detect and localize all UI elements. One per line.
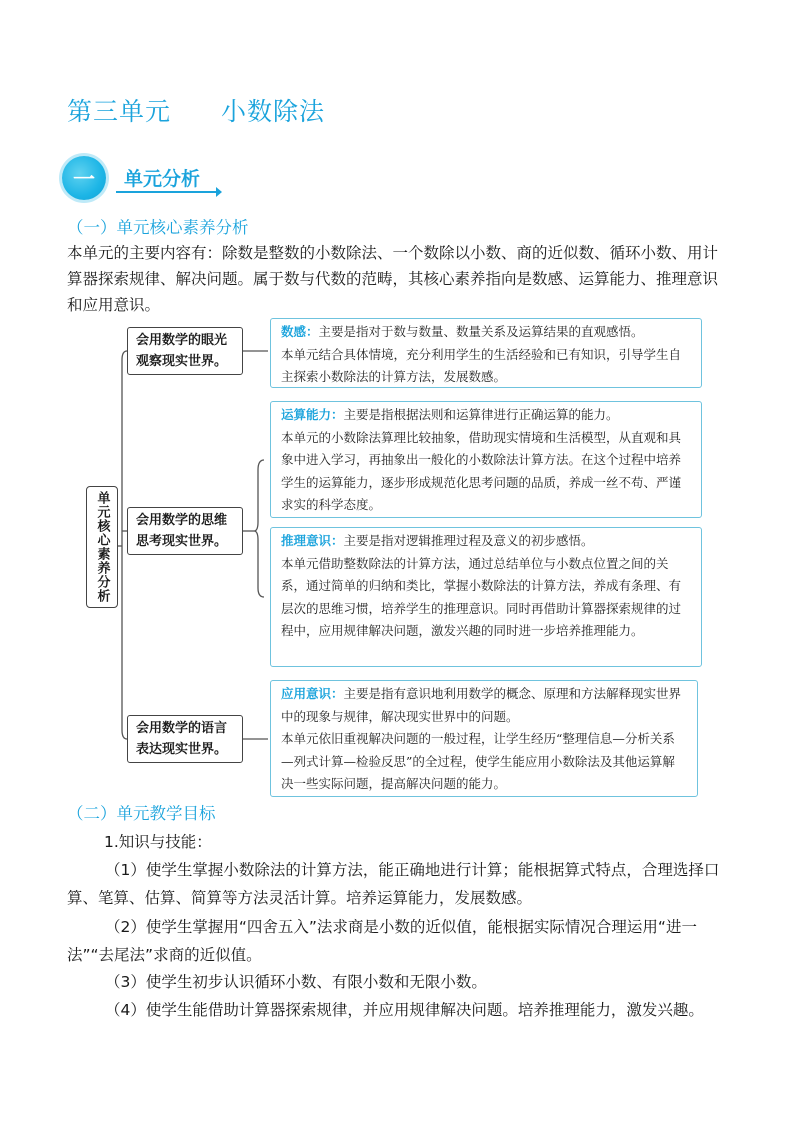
definition-operation-ability: 主要是指根据法则和运算律进行正确运算的能力。: [343, 407, 619, 422]
unit-label: 第三单元: [67, 97, 172, 126]
skill-heading: 1.知识与技能：: [104, 833, 212, 851]
intro-paragraph: 本单元的主要内容有：除数是整数的小数除法、一个数除以小数、商的近似数、循环小数、用计算器探索规律、解决问题。属于数与代数的范畴，其核心素养指向是数感、运算能力、推理意识和应用意识。: [67, 244, 719, 314]
keyword-application: 应用意识：: [281, 686, 344, 701]
branch-think: 会用数学的思维思考现实世界。: [127, 507, 243, 555]
branch-express: 会用数学的语言表达现实世界。: [127, 715, 243, 763]
detail-application: 本单元依旧重视解决问题的一般过程，让学生经历“整理信息—分析关系—列式计算—检验反思”的全过程，使学生能应用小数除法及其他运算解决一些实际问题，提高解决问题的能力。: [281, 731, 675, 791]
definition-number-sense: 主要是指对于数与数量、数量关系及运算结果的直观感悟。: [318, 324, 644, 339]
definition-application: 主要是指有意识地利用数学的概念、原理和方法解释现实世界中的现象与规律，解决现实世界中的问题。: [281, 686, 682, 724]
section-title: 单元分析: [124, 168, 201, 190]
section-number: 一: [62, 156, 106, 200]
box-number-sense: [270, 318, 702, 388]
branch-observe: 会用数学的眼光观察现实世界。: [127, 327, 243, 375]
goal-item: （4）使学生能借助计算器探索规律，并应用规律解决问题。培养推理能力，激发兴趣。: [105, 1001, 704, 1019]
detail-operation-ability: 本单元的小数除法算理比较抽象，借助现实情境和生活模型，从直观和具象中进入学习，再抽象出一般化的小数除法计算方法。在这个过程中培养学生的运算能力，逐步形成规范化思考问题的品质，养成一丝不苟、严谨求实的科学态度。: [281, 429, 682, 512]
subsection-title-goals: （二）单元教学目标: [67, 804, 216, 823]
goal-item: （1）使学生掌握小数除法的计算方法，能正确地进行计算；能根据算式特点，合理选择口算、笔算、估算、简算等方法灵活计算。培养运算能力，发展数感。: [67, 861, 720, 907]
definition-reasoning: 主要是指对逻辑推理过程及意义的初步感悟。: [343, 533, 594, 548]
goal-item: （2）使学生掌握用“四舍五入”法求商是小数的近似值，能根据实际情况合理运用“进一法”“去尾法”求商的近似值。: [67, 918, 697, 964]
detail-number-sense: 本单元结合具体情境，充分利用学生的生活经验和已有知识，引导学生自主探索小数除法的计算方法，发展数感。: [281, 346, 682, 384]
keyword-number-sense: 数感：: [281, 324, 319, 339]
detail-reasoning: 本单元借助整数除法的计算方法，通过总结单位与小数点位置之间的关系，通过简单的归纳和类比，掌握小数除法的计算方法，养成有条理、有层次的思维习惯，培养学生的推理意识。同时再借助计算器探索规律的过程中，应用规律解决问题，激发兴趣的同时进一步培养推理能力。: [281, 555, 682, 638]
box-reasoning: [270, 527, 702, 667]
goal-item: （3）使学生初步认识循环小数、有限小数和无限小数。: [105, 973, 487, 991]
diagram-root: 单元核心素养分析: [86, 486, 118, 608]
unit-topic: 小数除法: [221, 97, 326, 126]
connector-b2-boxes: [254, 460, 264, 597]
keyword-reasoning: 推理意识：: [281, 533, 344, 548]
keyword-operation-ability: 运算能力：: [281, 407, 344, 422]
box-application: [270, 680, 698, 797]
box-operation-ability: [270, 401, 702, 518]
subsection-title-core: （一）单元核心素养分析: [67, 218, 249, 237]
